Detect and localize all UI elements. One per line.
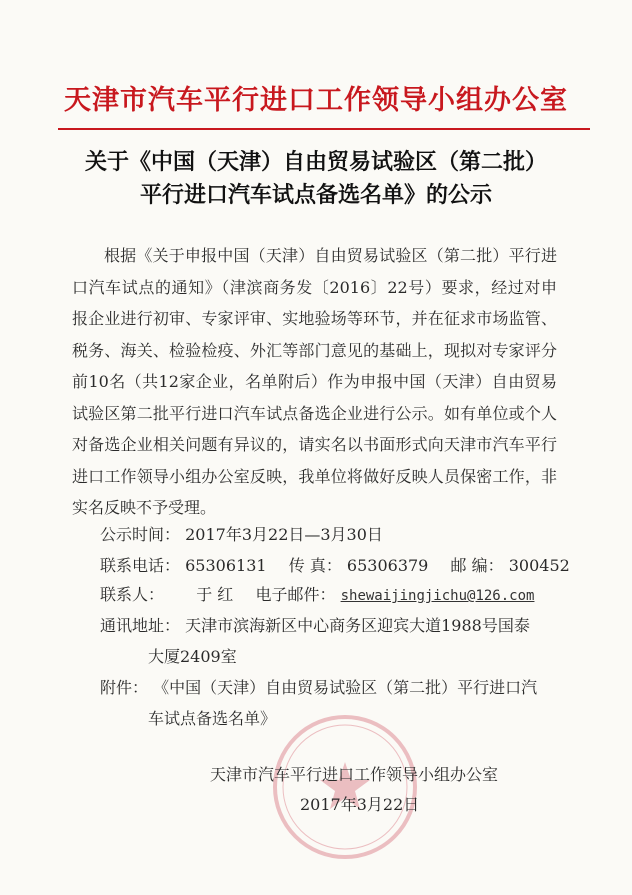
address-line1: 天津市滨海新区中心商务区迎宾大道1988号国泰 (185, 616, 530, 635)
attachment-line2: 车试点备选名单》 (148, 709, 277, 728)
contact-value: 于 红 (196, 585, 234, 604)
org-header: 天津市汽车平行进口工作领导小组办公室 (64, 85, 568, 116)
signature-org: 天津市汽车平行进口工作领导小组办公室 (210, 765, 499, 784)
notice-title-line1: 关于《中国（天津）自由贸易试验区（第二批） (84, 149, 547, 175)
zip-label: 邮 编： (450, 556, 504, 575)
time-label: 公示时间： (100, 525, 181, 544)
attachment-label: 附件： (100, 678, 149, 697)
official-seal-icon (270, 712, 420, 862)
email-link[interactable]: shewaijingjichu@126.com (340, 588, 535, 604)
contact-label: 联系人： (100, 585, 165, 604)
signature-date: 2017年3月22日 (300, 795, 420, 814)
address-label: 通讯地址： (100, 616, 181, 635)
notice-body: 根据《关于申报中国（天津）自由贸易试验区（第二批）平行进口汽车试点的通知》（津滨商务发〔2016〕22号）要求，经过对申报企业进行初审、专家评审、实地验场等环节，并在征求市场监管、税务、海关、检验检疫、外汇等部门意见的基础上，现拟对专家评分前10名（共12家企业，名单附后）作为申报中国（天津）自由贸易试验区第二批平行进口汽车试点备选企业进行公示。如有单位或个人对备选企业相关问题有异议的，请实名以书面形式向天津市汽车平行进口工作领导小组办公室反映，我单位将做好反映人员保密工作，非实名反映不予受理。 (72, 246, 557, 517)
publicity-time-row (100, 522, 383, 545)
notice-title-line2: 平行进口汽车试点备选名单》的公示 (139, 182, 492, 208)
email-label: 电子邮件： (255, 585, 336, 604)
fax-label: 传 真： (288, 556, 342, 575)
zip-value: 300452 (508, 556, 570, 575)
phone-label: 联系电话： (100, 556, 181, 575)
attachment-row (100, 675, 537, 698)
fax-value: 65306379 (346, 556, 429, 575)
header-rule (58, 128, 590, 130)
phone-row (100, 553, 570, 576)
contact-row (100, 582, 534, 605)
attachment-line1: 《中国（天津）自由贸易试验区（第二批）平行进口汽 (153, 678, 538, 697)
address-row (100, 613, 530, 636)
time-value: 2017年3月22日—3月30日 (185, 525, 383, 544)
phone-value: 65306131 (185, 556, 267, 575)
address-line2: 大厦2409室 (148, 647, 237, 666)
